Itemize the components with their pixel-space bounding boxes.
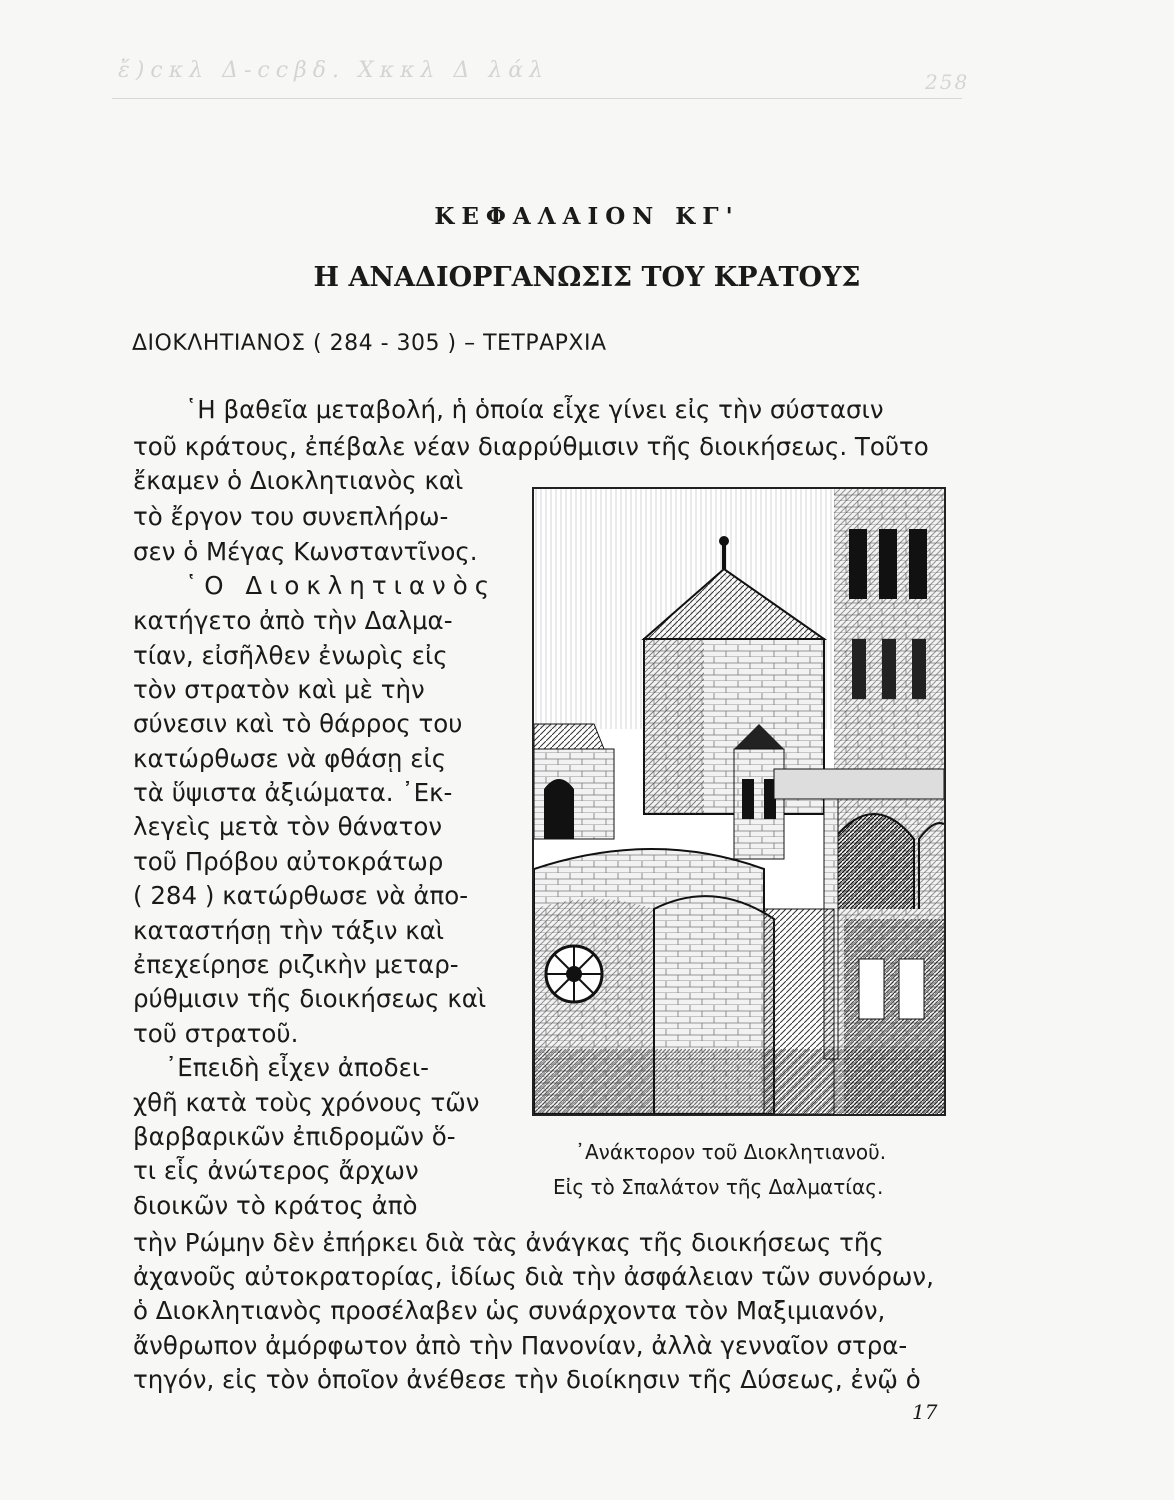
text-line: τηγόν, εἰς τὸν ὁποῖον ἀνέθεσε τὴν διοίκησιν τῆς Δύσεως, ἐνῷ ὁ [133,1365,921,1394]
text-line: τὸ ἔργον του συνεπλήρω- [133,502,449,531]
text-line: ῾Ο Διοκλητιανὸς [185,571,497,600]
text-line: ᾿Επειδὴ εἶχεν ἀποδει- [165,1053,429,1082]
text-line: σεν ὁ Μέγας Κωνσταντῖνος. [133,537,478,566]
text-line: τὰ ὕψιστα ἀξιώματα. ᾿Εκ- [133,778,453,807]
text-line: ρύθμισιν τῆς διοικήσεως καὶ [133,984,487,1013]
chapter-title: Η ΑΝΑΔΙΟΡΓΑΝΩΣΙΣ ΤΟΥ ΚΡΑΤΟΥΣ [313,262,861,293]
text-line: χθῆ κατὰ τοὺς χρόνους τῶν [133,1088,480,1117]
bleed-through-rule [112,98,962,99]
page-number: 17 [912,1400,938,1424]
text-line: διοικῶν τὸ κράτος ἀπὸ [133,1191,418,1220]
text-line: τὸν στρατὸν καὶ μὲ τὴν [133,675,425,704]
text-line: ἐπεχείρησε ριζικὴν μεταρ- [133,950,459,979]
text-line: ὁ Διοκλητιανὸς προσέλαβεν ὡς συνάρχοντα τὸν Μαξιμιανόν, [133,1296,886,1325]
section-subtitle: ΔΙΟΚΛΗΤΙΑΝΟΣ ( 284 - 305 ) – ΤΕΤΡΑΡΧΙΑ [132,331,607,356]
text-line: καταστήσῃ τὴν τάξιν καὶ [133,916,445,945]
bleed-through-number: 258 [925,70,970,94]
text-line: ἄνθρωπον ἀμόρφωτον ἀπὸ τὴν Πανονίαν, ἀλλὰ γενναῖον στρα- [133,1331,908,1360]
text-line: ῾Η βαθεῖα μεταβολή, ἡ ὁποία εἶχε γίνει εἰς τὴν σύστασιν [185,395,884,424]
engraving-drawing [534,489,944,1114]
text-line: κατήγετο ἀπὸ τὴν Δαλμα- [133,606,453,635]
text-line: λεγεὶς μετὰ τὸν θάνατον [133,812,443,841]
text-line: ( 284 ) κατώρθωσε νὰ ἀπο- [133,881,469,910]
text-line: τοῦ στρατοῦ. [133,1019,299,1048]
text-line: κατώρθωσε νὰ φθάσῃ εἰς [133,744,447,773]
text-line: τοῦ κράτους, ἐπέβαλε νέαν διαρρύθμισιν τῆς διοικήσεως. Τοῦτο [133,432,929,461]
text-line: ἀχανοῦς αὐτοκρατορίας, ἰδίως διὰ τὴν ἀσφάλειαν τῶν συνόρων, [133,1262,934,1291]
text-line: τίαν, εἰσῆλθεν ἐνωρὶς εἰς [133,641,448,670]
text-line: ἔκαμεν ὁ Διοκλητιανὸς καὶ [133,466,464,495]
bleed-through-text: ἔ)ϲκλ Δ-ϲϲβδ. Χκκλ Δ λάλ [118,58,550,83]
text-line: τὴν Ρώμην δὲν ἐπήρκει διὰ τὰς ἀνάγκας τῆς διοικήσεως τῆς [133,1228,884,1257]
image-caption-line-1: ᾿Ανάκτορον τοῦ Διοκλητιανοῦ. [575,1140,887,1164]
palace-engraving [532,487,946,1116]
text-line: σύνεσιν καὶ τὸ θάρρος του [133,709,463,738]
text-line: τι εἷς ἀνώτερος ἄρχων [133,1156,419,1185]
chapter-heading: ΚΕΦΑΛΑΙΟΝ ΚΓ' [434,203,740,230]
image-caption-line-2: Εἰς τὸ Σπαλάτον τῆς Δαλματίας. [553,1175,884,1199]
text-line: τοῦ Πρόβου αὐτοκράτωρ [133,847,444,876]
text-line: βαρβαρικῶν ἐπιδρομῶν ὅ- [133,1122,456,1151]
